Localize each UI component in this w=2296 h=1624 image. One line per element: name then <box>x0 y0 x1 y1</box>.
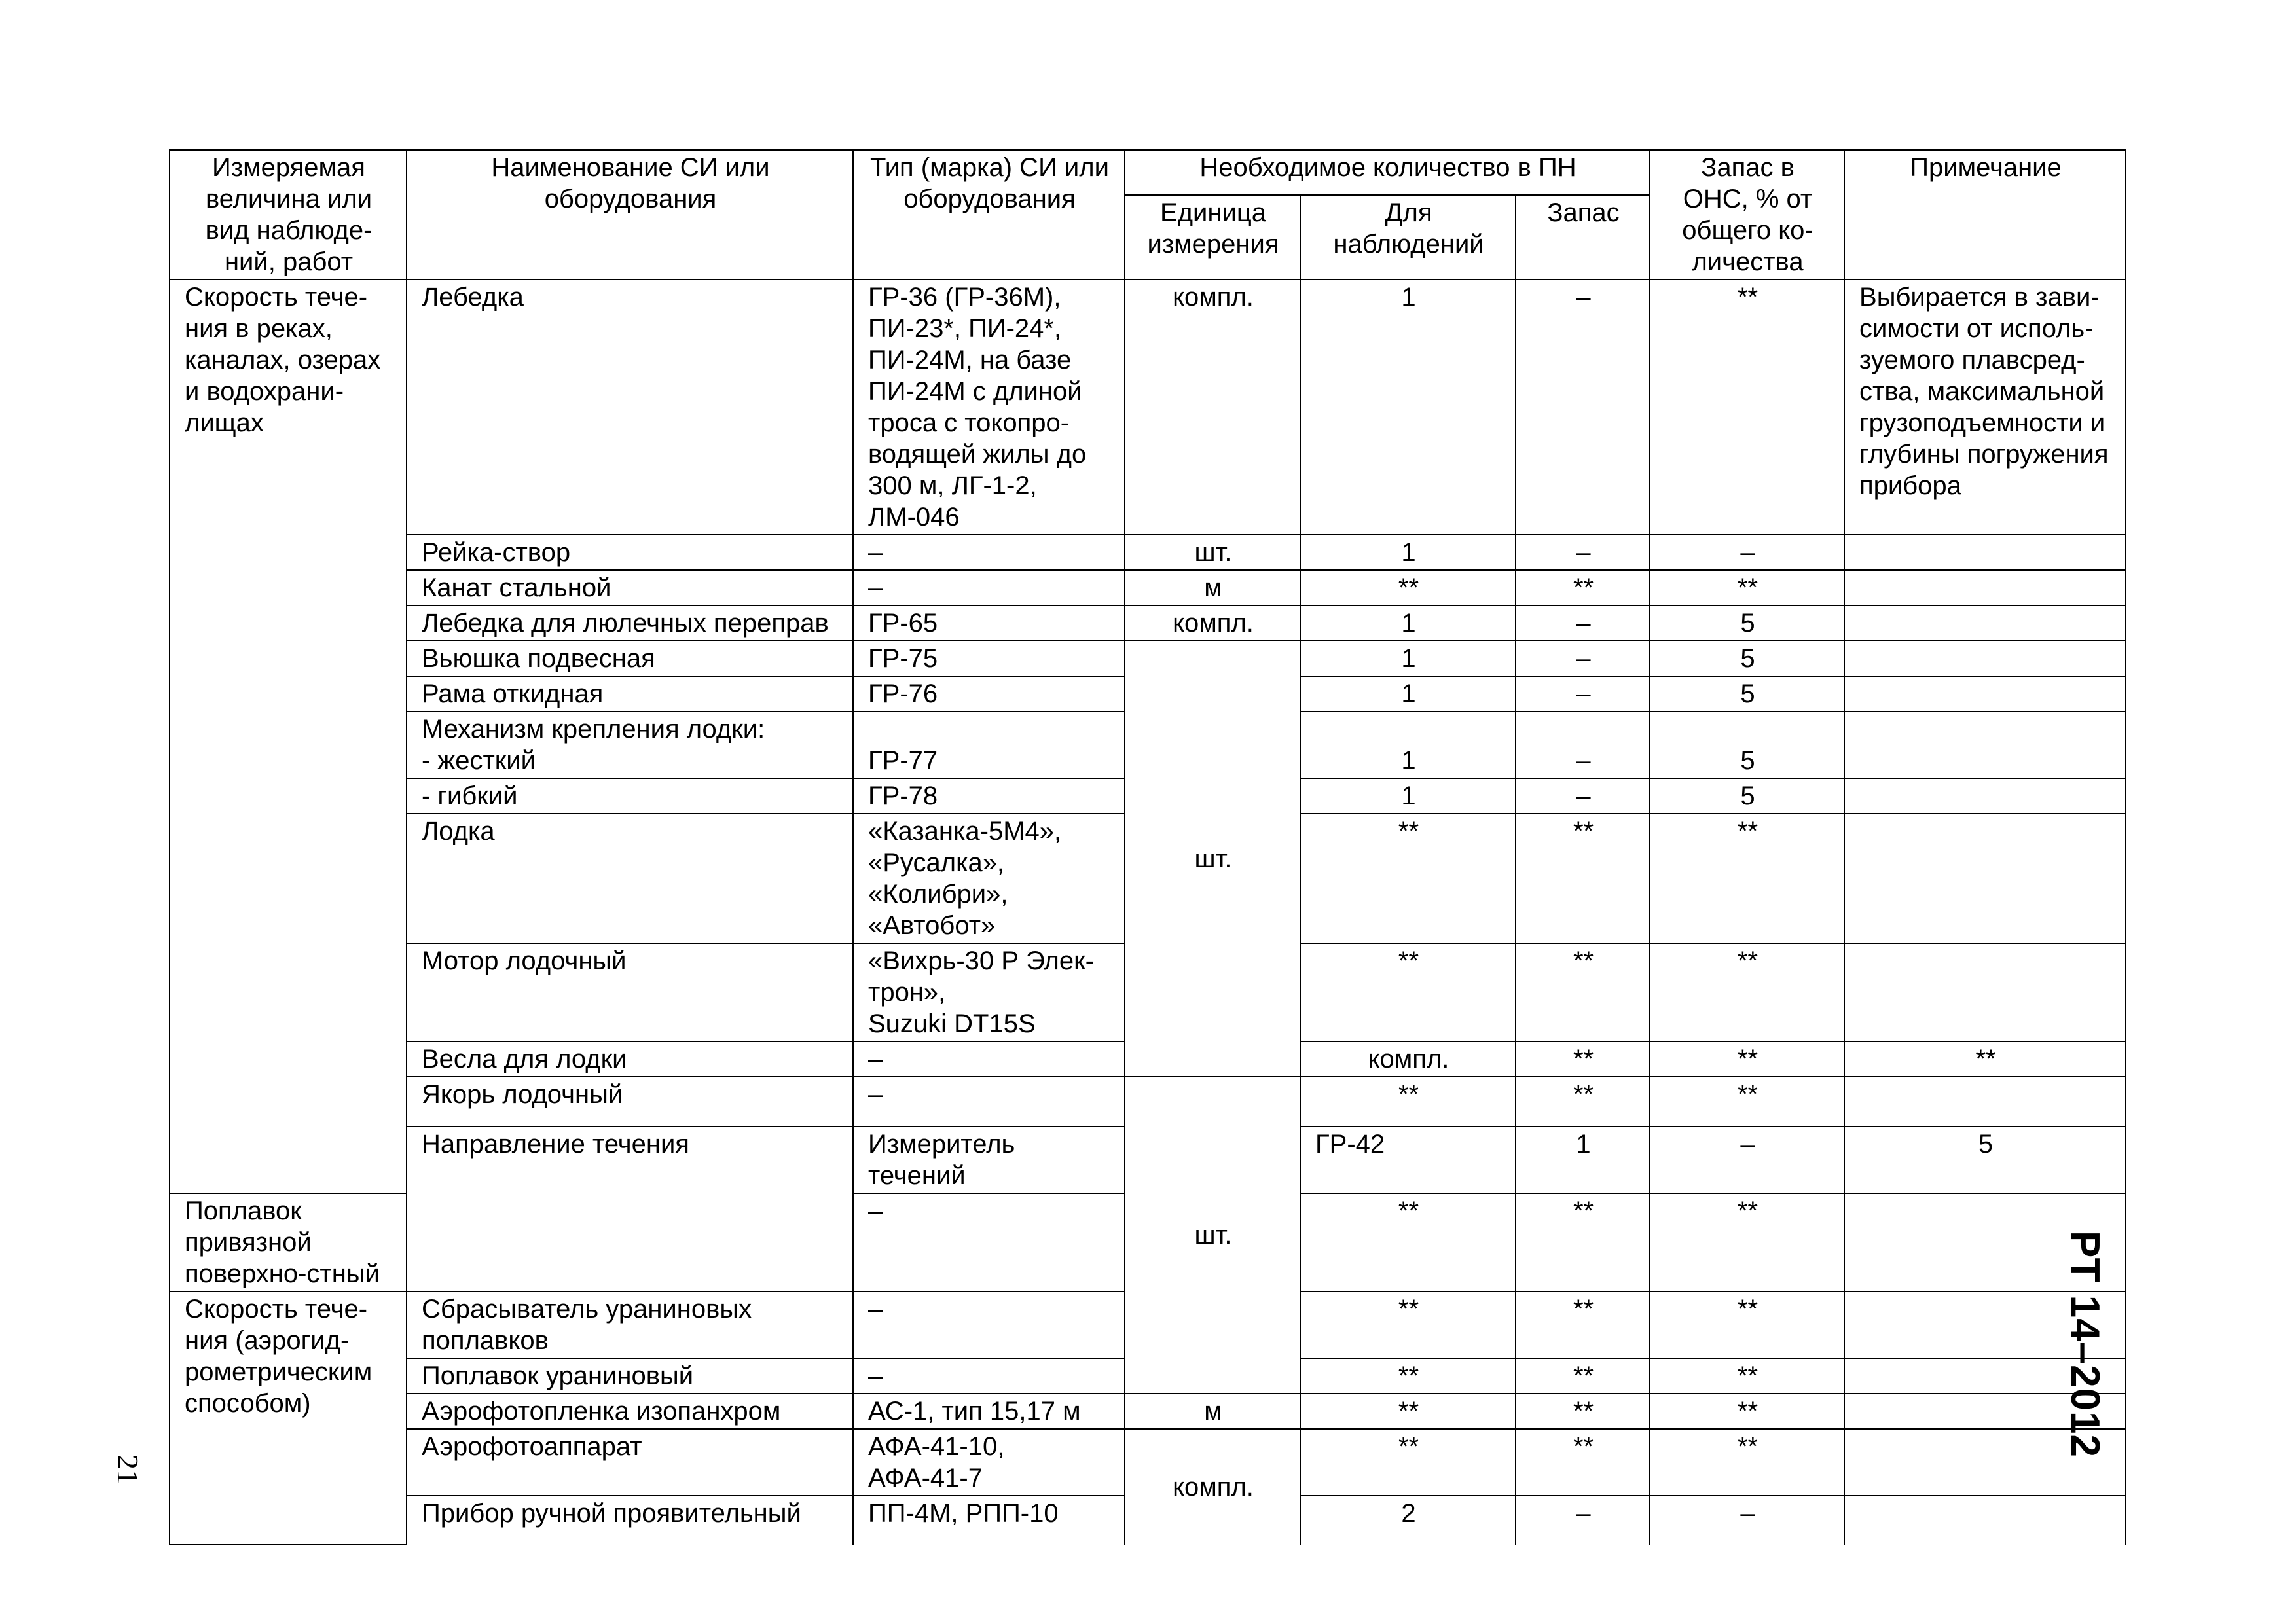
ons-cell: ** <box>1650 1394 1844 1429</box>
ons-cell: ** <box>1844 1041 2126 1077</box>
table-row <box>170 1077 2126 1127</box>
reserve-cell: – <box>1516 280 1650 535</box>
obs-cell: ** <box>1300 814 1516 943</box>
unit-cell-merged: шт. <box>1125 641 1300 1077</box>
note-cell <box>1844 1077 2126 1127</box>
obs-cell: ** <box>1300 1291 1516 1358</box>
equipment-name: Прибор ручной проявительный <box>407 1496 853 1545</box>
reserve-cell: ** <box>1516 814 1650 943</box>
table-row <box>170 605 2126 641</box>
obs-cell: ** <box>1516 1041 1650 1077</box>
ons-cell: ** <box>1650 1193 1844 1291</box>
reserve-cell: – <box>1516 778 1650 814</box>
obs-cell: 1 <box>1300 778 1516 814</box>
type-line: «Автобот» <box>868 911 996 940</box>
equipment-name <box>407 712 853 778</box>
equipment-name: - гибкий <box>407 778 853 814</box>
obs-cell: ** <box>1300 1394 1516 1429</box>
note-cell: Выбирается в зави-симости от исполь-зуемого плавсред-ства, максимальной грузоподъемности и глубины погружения прибора <box>1844 280 2126 535</box>
reserve-cell: ** <box>1516 570 1650 605</box>
equipment-type: – <box>853 1193 1125 1291</box>
equipment-name: Лебедка для люлечных переправ <box>407 605 853 641</box>
equipment-type: ГР-77 <box>853 712 1125 778</box>
group-label: Направление течения <box>407 1127 853 1291</box>
obs-cell: 1 <box>1300 605 1516 641</box>
reserve-cell: – <box>1516 712 1650 778</box>
obs-cell: 1 <box>1300 676 1516 712</box>
table-row <box>170 1394 2126 1429</box>
equipment-name: Весла для лодки <box>407 1041 853 1077</box>
type-line: Suzuki DT15S <box>868 1009 1036 1038</box>
reserve-cell: – <box>1516 605 1650 641</box>
table-row <box>170 535 2126 570</box>
obs-cell: ** <box>1300 943 1516 1041</box>
equipment-name-sub: - жесткий <box>422 746 536 775</box>
equipment-name: Аэрофотопленка изопанхром <box>407 1394 853 1429</box>
unit-cell: компл. <box>1125 280 1300 535</box>
page-number: 21 <box>111 1454 145 1485</box>
equipment-type: – <box>853 570 1125 605</box>
type-line: «Вихрь-30 Р Элек-трон», <box>868 947 1094 1007</box>
obs-cell: 1 <box>1300 535 1516 570</box>
type-line: «Русалка», <box>868 848 1005 877</box>
header-for-obs: Для наблюдений <box>1300 195 1516 280</box>
ons-cell: ** <box>1650 1429 1844 1496</box>
equipment-type: – <box>853 1077 1125 1127</box>
obs-cell: 1 <box>1300 712 1516 778</box>
group-label: Скорость тече-ния (аэрогид-рометрическим способом) <box>170 1291 407 1545</box>
equipment-type: ГР-78 <box>853 778 1125 814</box>
type-line: «Казанка-5М4», <box>868 817 1062 846</box>
reserve-cell: ** <box>1516 1429 1650 1496</box>
ons-cell: ** <box>1650 570 1844 605</box>
equipment-type: ГР-36 (ГР-36М), ПИ-23*, ПИ-24*, ПИ-24М, на базе ПИ-24М с длиной троса с токопро-водящей жилы до 300 м, ЛГ-1-2, ЛМ-046 <box>853 280 1125 535</box>
equipment-name: Рама откидная <box>407 676 853 712</box>
equipment-name: Сбрасыватель ураниновых поплавков <box>407 1291 853 1358</box>
header-unit: Единица измерения <box>1125 195 1300 280</box>
table-row <box>170 1429 2126 1496</box>
note-cell <box>1844 570 2126 605</box>
ons-cell: – <box>1650 535 1844 570</box>
unit-cell: м <box>1125 570 1300 605</box>
ons-cell: ** <box>1650 1291 1844 1358</box>
equipment-name: Измеритель течений <box>853 1127 1125 1193</box>
equipment-name: Аэрофотоаппарат <box>407 1429 853 1496</box>
equipment-type: ПП-4М, РПП-10 <box>853 1496 1125 1545</box>
reserve-cell: – <box>1516 535 1650 570</box>
ons-cell: 5 <box>1650 778 1844 814</box>
unit-cell-merged: компл. <box>1125 1429 1300 1545</box>
header-row <box>170 150 2126 195</box>
obs-cell: ** <box>1300 1358 1516 1394</box>
equipment-type: ГР-65 <box>853 605 1125 641</box>
equipment-type: – <box>853 1041 1125 1077</box>
header-reserve: Запас <box>1516 195 1650 280</box>
reserve-cell: – <box>1516 1496 1650 1545</box>
document-code: РТ 14–2012 <box>2062 1231 2107 1458</box>
equipment-name: Поплавок привязной поверхно-стный <box>170 1193 407 1291</box>
obs-cell: 1 <box>1516 1127 1650 1193</box>
equipment-table <box>169 149 2126 1545</box>
table-row <box>170 570 2126 605</box>
header-quantity: Измеряемая величина или вид наблюде-ний, работ <box>170 150 407 280</box>
note-cell <box>1844 535 2126 570</box>
equipment-name: Рейка-створ <box>407 535 853 570</box>
reserve-cell: ** <box>1516 1193 1650 1291</box>
equipment-name: Поплавок ураниновый <box>407 1358 853 1394</box>
note-cell <box>1844 605 2126 641</box>
table-row <box>170 641 2126 676</box>
obs-cell: ** <box>1300 1429 1516 1496</box>
ons-cell: 5 <box>1844 1127 2126 1193</box>
obs-cell: ** <box>1300 1077 1516 1127</box>
equipment-name: Якорь лодочный <box>407 1077 853 1127</box>
unit-cell: м <box>1125 1394 1300 1429</box>
equipment-type: АФА-41-10, АФА-41-7 <box>853 1429 1125 1496</box>
unit-cell-merged: шт. <box>1125 1077 1300 1394</box>
ons-cell: ** <box>1650 943 1844 1041</box>
reserve-cell: – <box>1650 1127 1844 1193</box>
note-cell <box>1844 676 2126 712</box>
ons-cell: ** <box>1650 1358 1844 1394</box>
note-cell <box>1844 778 2126 814</box>
equipment-name: Мотор лодочный <box>407 943 853 1041</box>
equipment-type <box>853 814 1125 943</box>
ons-cell: 5 <box>1650 641 1844 676</box>
header-name: Наименование СИ или оборудования <box>407 150 853 280</box>
equipment-type: ГР-42 <box>1300 1127 1516 1193</box>
reserve-cell: ** <box>1516 1394 1650 1429</box>
group-label: Скорость тече-ния в реках, каналах, озерах и водохрани-лищах <box>170 280 407 1193</box>
equipment-type: – <box>853 1358 1125 1394</box>
reserve-cell: – <box>1516 676 1650 712</box>
ons-cell: – <box>1650 1496 1844 1545</box>
equipment-name: Лебедка <box>407 280 853 535</box>
ons-cell: ** <box>1650 280 1844 535</box>
reserve-cell: ** <box>1516 1358 1650 1394</box>
equipment-type: ГР-76 <box>853 676 1125 712</box>
header-ons: Запас в ОНС, % от общего ко-личества <box>1650 150 1844 280</box>
equipment-type: – <box>853 535 1125 570</box>
obs-cell: 1 <box>1300 280 1516 535</box>
obs-cell: 2 <box>1300 1496 1516 1545</box>
obs-cell: ** <box>1300 570 1516 605</box>
table-row <box>170 280 2126 535</box>
note-cell <box>1844 814 2126 943</box>
type-line: «Колибри», <box>868 880 1008 909</box>
unit-cell: компл. <box>1125 605 1300 641</box>
ons-cell: ** <box>1650 814 1844 943</box>
reserve-cell: – <box>1516 641 1650 676</box>
equipment-name-heading: Механизм крепления лодки: <box>422 715 765 744</box>
header-note: Примечание <box>1844 150 2126 280</box>
obs-cell: 1 <box>1300 641 1516 676</box>
ons-cell: 5 <box>1650 605 1844 641</box>
equipment-type: ГР-75 <box>853 641 1125 676</box>
equipment-name: Канат стальной <box>407 570 853 605</box>
equipment-type: АС-1, тип 15,17 м <box>853 1394 1125 1429</box>
equipment-type <box>853 943 1125 1041</box>
equipment-name: Лодка <box>407 814 853 943</box>
unit-cell: шт. <box>1125 535 1300 570</box>
equipment-name: Вьюшка подвесная <box>407 641 853 676</box>
reserve-cell: ** <box>1516 1077 1650 1127</box>
reserve-cell: ** <box>1516 1291 1650 1358</box>
unit-cell: компл. <box>1300 1041 1516 1077</box>
ons-cell: 5 <box>1650 676 1844 712</box>
header-required: Необходимое количество в ПН <box>1125 150 1650 195</box>
note-cell <box>1844 712 2126 778</box>
obs-cell: ** <box>1300 1193 1516 1291</box>
reserve-cell: ** <box>1516 943 1650 1041</box>
ons-cell: ** <box>1650 1077 1844 1127</box>
ons-cell: 5 <box>1650 712 1844 778</box>
equipment-type: – <box>853 1291 1125 1358</box>
note-cell <box>1844 943 2126 1041</box>
reserve-cell: ** <box>1650 1041 1844 1077</box>
note-cell <box>1844 641 2126 676</box>
header-type: Тип (марка) СИ или оборудования <box>853 150 1125 280</box>
